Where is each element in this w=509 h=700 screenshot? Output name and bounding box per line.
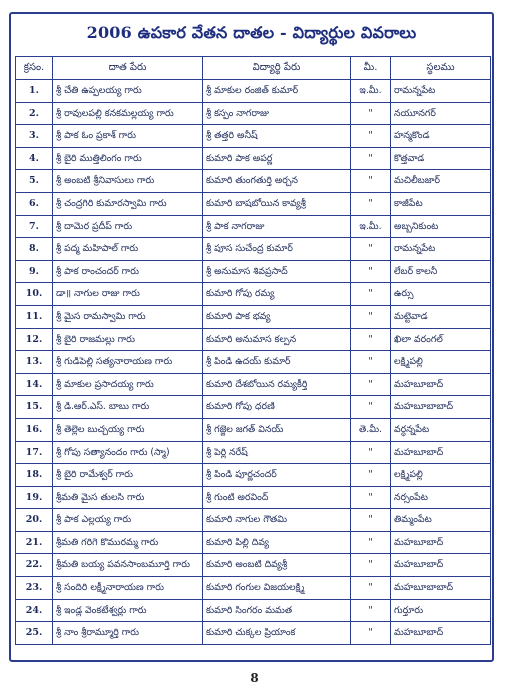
- cell-sno: 13.: [16, 351, 53, 374]
- cell-donor: శ్రీ రావులపల్లి కనకమల్లయ్య గారు: [53, 102, 203, 125]
- cell-place: మహబూబాబాద్: [391, 577, 491, 600]
- cell-sno: 19.: [16, 486, 53, 509]
- cell-place: హన్మకొండ: [391, 125, 491, 148]
- cell-student: కుమారి పాక భవ్య: [203, 305, 351, 328]
- cell-sno: 7.: [16, 215, 53, 238]
- cell-donor: శ్రీ చేతి ఉప్పలయ్య గారు: [53, 80, 203, 103]
- cell-medium: ఇ.మీ.: [351, 215, 391, 238]
- cell-sno: 11.: [16, 305, 53, 328]
- cell-student: కుమారి పిల్లి దివ్య: [203, 531, 351, 554]
- cell-student: కుమారి పాక అపర్ణ: [203, 147, 351, 170]
- col-header-place: స్థలము: [391, 57, 491, 80]
- table-row: [16, 147, 491, 170]
- cell-sno: 6.: [16, 192, 53, 215]
- table-row: [16, 170, 491, 193]
- table-row: [16, 418, 491, 441]
- cell-sno: 5.: [16, 170, 53, 193]
- cell-student: శ్రీ కస్పం నాగరాజు: [203, 102, 351, 125]
- cell-medium: ": [351, 373, 391, 396]
- cell-sno: 10.: [16, 283, 53, 306]
- cell-place: లక్ష్మిపల్లి: [391, 351, 491, 374]
- cell-medium: ": [351, 396, 391, 419]
- table-row: [16, 260, 491, 283]
- cell-place: రామన్నపేట: [391, 238, 491, 261]
- cell-place: నర్సంపేట: [391, 486, 491, 509]
- cell-place: నయూనగర్: [391, 102, 491, 125]
- cell-sno: 21.: [16, 531, 53, 554]
- cell-donor: శ్రీ గుడిపెల్లి సత్యనారాయణ గారు: [53, 351, 203, 374]
- cell-medium: ": [351, 102, 391, 125]
- table-row: [16, 396, 491, 419]
- cell-place: మచిలీబజార్: [391, 170, 491, 193]
- cell-student: కుమారి గోపు ధరణి: [203, 396, 351, 419]
- cell-student: కుమారి బాషబోయిన కావ్యశ్రీ: [203, 192, 351, 215]
- cell-student: కుమారి గోపు రమ్య: [203, 283, 351, 306]
- cell-sno: 1.: [16, 80, 53, 103]
- cell-medium: ": [351, 351, 391, 374]
- table-row: [16, 622, 491, 645]
- cell-student: శ్రీ పిండి పూర్ణచందర్: [203, 464, 351, 487]
- cell-donor: శ్రీ పాక ఓం ప్రకాశ్ గారు: [53, 125, 203, 148]
- table-row: [16, 305, 491, 328]
- table-row: [16, 464, 491, 487]
- cell-medium: ": [351, 599, 391, 622]
- cell-sno: 8.: [16, 238, 53, 261]
- cell-medium: ": [351, 170, 391, 193]
- cell-place: గుర్తూరు: [391, 599, 491, 622]
- cell-donor: శ్రీ మాకుల ప్రసాదయ్య గారు: [53, 373, 203, 396]
- table-row: [16, 238, 491, 261]
- cell-sno: 3.: [16, 125, 53, 148]
- cell-place: లక్ష్మిపల్లి: [391, 464, 491, 487]
- scholarship-table: [15, 56, 491, 645]
- cell-medium: ": [351, 260, 391, 283]
- table-row: [16, 373, 491, 396]
- cell-sno: 9.: [16, 260, 53, 283]
- cell-donor: శ్రీ అంబటి శ్రీనివాసులు గారు: [53, 170, 203, 193]
- cell-medium: ": [351, 147, 391, 170]
- cell-place: రామన్నపేట: [391, 80, 491, 103]
- cell-place: అబ్బనికుంట: [391, 215, 491, 238]
- page-title: 2006 ఉపకార వేతన దాతల - విద్యార్థుల వివరాలు: [86, 22, 417, 42]
- cell-sno: 20.: [16, 509, 53, 532]
- cell-donor: శ్రీ బైరి రామేశ్వర్ గారు: [53, 464, 203, 487]
- cell-place: తిమ్మంపేట: [391, 509, 491, 532]
- table-row: [16, 577, 491, 600]
- cell-student: శ్రీ పాక నాగరాజు: [203, 215, 351, 238]
- cell-medium: ": [351, 283, 391, 306]
- cell-donor: శ్రీ ఇండ్ల వెంకటేశ్వర్లు గారు: [53, 599, 203, 622]
- cell-student: శ్రీ పిండి ఉదయ్ కుమార్: [203, 351, 351, 374]
- cell-student: కుమారి దేశబోయిన రమ్యకీర్తి: [203, 373, 351, 396]
- cell-student: కుమారి తుంగతుర్తి అర్చన: [203, 170, 351, 193]
- cell-donor: శ్రీ సందిరి లక్ష్మీనారాయణ గారు: [53, 577, 203, 600]
- cell-student: శ్రీ గజ్జెల జగత్ వినయ్: [203, 418, 351, 441]
- cell-sno: 4.: [16, 147, 53, 170]
- cell-place: వర్ధన్నపేట: [391, 418, 491, 441]
- cell-medium: ": [351, 577, 391, 600]
- cell-medium: ": [351, 328, 391, 351]
- table-row: [16, 509, 491, 532]
- cell-place: ఖిలా వరంగల్: [391, 328, 491, 351]
- table-row: [16, 531, 491, 554]
- cell-donor: డా॥ నాగుల రాజు గారు: [53, 283, 203, 306]
- cell-student: శ్రీ తత్తరి అనీష్: [203, 125, 351, 148]
- table-row: [16, 125, 491, 148]
- cell-student: కుమారి నాగుల గౌతమి: [203, 509, 351, 532]
- table-row: [16, 441, 491, 464]
- cell-sno: 14.: [16, 373, 53, 396]
- col-header-sno: క్రసం.: [16, 57, 53, 80]
- cell-sno: 2.: [16, 102, 53, 125]
- table-row: [16, 554, 491, 577]
- cell-donor: శ్రీమతి బయ్య పవనసాంబమూర్తి గారు: [53, 554, 203, 577]
- cell-place: మహబూబాద్: [391, 531, 491, 554]
- cell-medium: ": [351, 192, 391, 215]
- cell-sno: 17.: [16, 441, 53, 464]
- cell-place: ఉర్సు: [391, 283, 491, 306]
- cell-student: శ్రీ మాకుల రంజిత్ కుమార్: [203, 80, 351, 103]
- table-row: [16, 486, 491, 509]
- cell-sno: 15.: [16, 396, 53, 419]
- table-row: [16, 215, 491, 238]
- cell-student: శ్రీ పెర్లి నరేష్: [203, 441, 351, 464]
- cell-donor: శ్రీ బైరి రాజమల్లు గారు: [53, 328, 203, 351]
- cell-medium: ఇ.మీ.: [351, 80, 391, 103]
- cell-donor: శ్రీ పాక రాంచందర్ గారు: [53, 260, 203, 283]
- cell-student: కుమారి గంగుల విజయలక్ష్మి: [203, 577, 351, 600]
- cell-donor: శ్రీ తెల్లెల బుచ్చయ్య గారు: [53, 418, 203, 441]
- col-header-student: విద్యార్థి పేరు: [203, 57, 351, 80]
- cell-donor: శ్రీ మైస రామస్వామి గారు: [53, 305, 203, 328]
- col-header-donor: దాత పేరు: [53, 57, 203, 80]
- cell-medium: ": [351, 441, 391, 464]
- cell-place: మట్టెవాడ: [391, 305, 491, 328]
- cell-medium: ": [351, 486, 391, 509]
- cell-donor: శ్రీ దామెర ప్రదీప్ గారు: [53, 215, 203, 238]
- cell-student: కుమారి అనుమాస కల్పన: [203, 328, 351, 351]
- table-row: [16, 80, 491, 103]
- table-row: [16, 283, 491, 306]
- cell-sno: 18.: [16, 464, 53, 487]
- cell-medium: ": [351, 531, 391, 554]
- cell-donor: శ్రీ డి.ఆర్.ఎస్. బాబు గారు: [53, 396, 203, 419]
- cell-place: లేబర్ కాలనీ: [391, 260, 491, 283]
- cell-donor: శ్రీ పద్మ మహిపాల్ గారు: [53, 238, 203, 261]
- cell-medium: ": [351, 305, 391, 328]
- cell-medium: ": [351, 464, 391, 487]
- cell-place: కొత్తవాడ: [391, 147, 491, 170]
- table-row: [16, 599, 491, 622]
- cell-sno: 25.: [16, 622, 53, 645]
- cell-medium: ": [351, 125, 391, 148]
- cell-place: మహబూబాద్: [391, 441, 491, 464]
- cell-sno: 24.: [16, 599, 53, 622]
- table-row: [16, 192, 491, 215]
- cell-sno: 22.: [16, 554, 53, 577]
- cell-student: కుమారి అంబటి దివ్యశ్రీ: [203, 554, 351, 577]
- cell-medium: ": [351, 238, 391, 261]
- cell-sno: 16.: [16, 418, 53, 441]
- cell-place: మహబూబాబాద్: [391, 396, 491, 419]
- cell-donor: శ్రీ చంద్రగిరి కుమారస్వామి గారు: [53, 192, 203, 215]
- table-row: [16, 351, 491, 374]
- cell-donor: శ్రీ పాక ఎల్లయ్య గారు: [53, 509, 203, 532]
- cell-donor: శ్రీమతి మైస తులసి గారు: [53, 486, 203, 509]
- cell-medium: ": [351, 509, 391, 532]
- cell-medium: తె.మీ.: [351, 418, 391, 441]
- cell-donor: శ్రీ నాం శ్రీరామ్మూర్తి గారు: [53, 622, 203, 645]
- col-header-medium: మీ.: [351, 57, 391, 80]
- cell-student: శ్రీ పూస సుచేంద్ర కుమార్: [203, 238, 351, 261]
- cell-place: మహబూబాద్: [391, 373, 491, 396]
- cell-student: శ్రీ అనుమాస శివప్రసాద్: [203, 260, 351, 283]
- cell-student: కుమారి చుక్కల ప్రియాంక: [203, 622, 351, 645]
- table-row: [16, 328, 491, 351]
- cell-donor: శ్రీమతి గరిగె కొమురమ్మ గారు: [53, 531, 203, 554]
- cell-student: శ్రీ గుంటి అరవింద్: [203, 486, 351, 509]
- page-number: 8: [250, 671, 259, 685]
- table-header-row: [16, 57, 491, 80]
- table-row: [16, 102, 491, 125]
- cell-student: కుమారి సింగరం మమత: [203, 599, 351, 622]
- cell-sno: 12.: [16, 328, 53, 351]
- cell-place: కాజీపేట: [391, 192, 491, 215]
- cell-sno: 23.: [16, 577, 53, 600]
- cell-donor: శ్రీ బైరి ముత్తిలింగం గారు: [53, 147, 203, 170]
- cell-place: మహబూబాద్: [391, 622, 491, 645]
- cell-medium: ": [351, 554, 391, 577]
- cell-place: మహబూబాద్: [391, 554, 491, 577]
- cell-medium: ": [351, 622, 391, 645]
- cell-donor: శ్రీ గోపు సత్యానందం గారు (స్మా): [53, 441, 203, 464]
